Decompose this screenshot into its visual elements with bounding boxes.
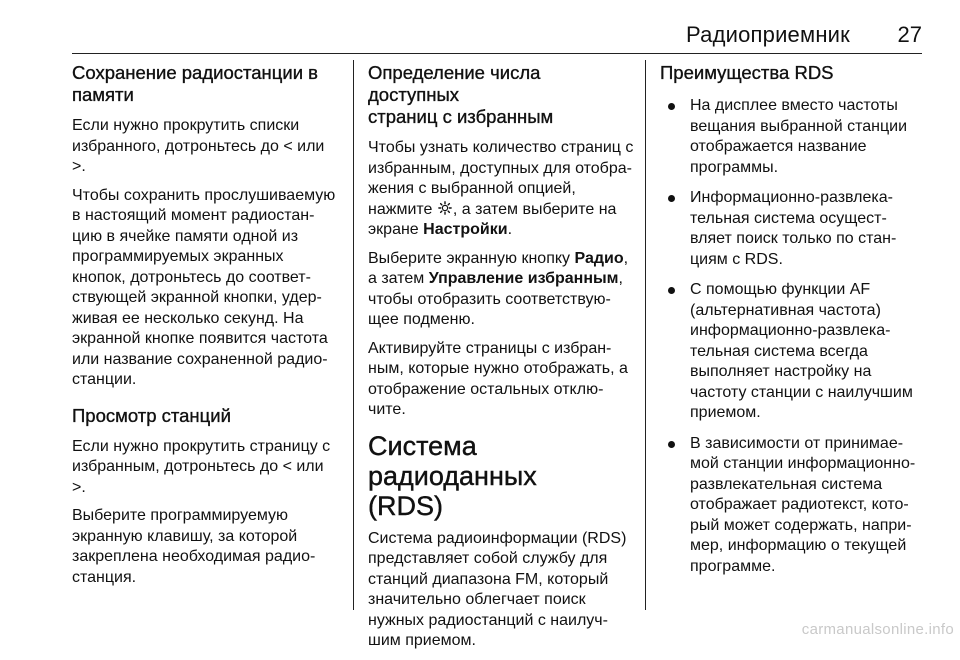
paragraph-select-station: Выберите программируемую экранную клавишу, за которой закреплена необходимая радио- станция. bbox=[72, 507, 316, 586]
settings-label: Настройки bbox=[423, 221, 508, 238]
greater-than-symbol: > bbox=[72, 478, 82, 496]
paragraph-favourite-pages-count: Чтобы узнать количество страниц с избранным, доступных для отобра- жения с выбранной опцией, нажмите , а затем выберите на экране Настройки. bbox=[368, 139, 634, 238]
list-item: С помощью функции AF (альтернативная частота) информационно-развлека- тельная система всегда выполняет настройку на частоту станции с наилучшим приемом. bbox=[660, 280, 932, 424]
greater-than-symbol: > bbox=[72, 158, 82, 175]
radio-label: Радио bbox=[574, 249, 624, 267]
column-left bbox=[72, 60, 344, 596]
less-than-symbol: < bbox=[283, 137, 293, 155]
paragraph-scroll-page: Если нужно прокрутить страницу с избранным, дотроньтесь до < или >. bbox=[72, 437, 331, 496]
bullet-icon bbox=[668, 287, 675, 294]
section-heading-rds: Система радиоданных (RDS) bbox=[368, 430, 537, 521]
section-heading-rds-advantages: Преимущества RDS bbox=[660, 62, 834, 83]
settings-gear-icon bbox=[438, 201, 452, 215]
column-middle bbox=[368, 60, 636, 660]
list-item: В зависимости от принимае- мой станции информационно- развлекательная система отображает радиотекст, кото- рый может содержать, напри- мер, информацию о текущей программе. bbox=[660, 434, 932, 578]
page-title: Радиоприемник bbox=[685, 22, 850, 47]
bullet-icon bbox=[668, 195, 675, 202]
paragraph-select-radio: Выберите экранную кнопку Радио, а затем Управление избранным, чтобы отобразить соответствую- щее подменю. bbox=[368, 249, 629, 328]
rds-advantages-list bbox=[660, 96, 932, 577]
bullet-icon bbox=[668, 441, 675, 448]
page-header bbox=[72, 18, 922, 54]
paragraph-save-station: Чтобы сохранить прослушиваемую в настоящий момент радиостан- цию в ячейке памяти одной из программируемых экранных кнопок, дотроньтесь до соответ- ствующей экранной кнопки, удер- живая ее несколько секунд. На экранной кнопке появится частота или название сохраненной радио- станции. bbox=[72, 186, 336, 388]
list-item: На дисплее вместо частоты вещания выбранной станции отображается название программы. bbox=[660, 96, 932, 178]
page-number: 27 bbox=[897, 22, 922, 47]
section-heading-favourite-pages: Определение числа доступных страниц с избранным bbox=[368, 62, 554, 127]
column-divider-1 bbox=[353, 60, 354, 610]
paragraph-activate-pages: Активируйте страницы с избран- ным, которые нужно отображать, а отображение остальных отклю- чите. bbox=[368, 339, 628, 418]
column-right bbox=[660, 60, 932, 587]
paragraph-scroll-favourites: Если нужно прокрутить списки избранного, дотроньтесь до < или >. bbox=[72, 117, 325, 175]
header-divider bbox=[72, 53, 922, 54]
bullet-icon bbox=[668, 103, 675, 110]
section-heading-view-stations: Просмотр станций bbox=[72, 404, 231, 426]
list-item: Информационно-развлека- тельная система осущест- вляет поиск только по стан- циям с RDS. bbox=[660, 188, 932, 270]
column-divider-2 bbox=[645, 60, 646, 610]
paragraph-rds-description: Система радиоинформации (RDS) представляет собой службу для станций диапазона FM, который значительно облегчает поиск нужных радиостанций с наилуч- шим приемом. bbox=[368, 529, 627, 649]
less-than-symbol: < bbox=[282, 458, 292, 475]
watermark-text: carmanualsonline.info bbox=[801, 621, 954, 638]
manage-favourites-label: Управление избранным bbox=[428, 270, 619, 287]
section-heading-save-station: Сохранение радиостанции в памяти bbox=[72, 62, 319, 105]
